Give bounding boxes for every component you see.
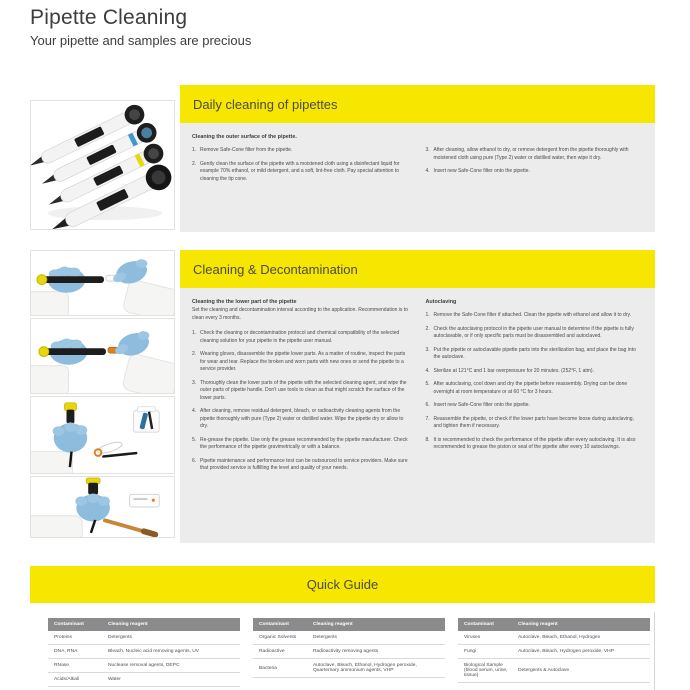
cleaning-decontamination-panel [180, 288, 655, 543]
section-header-cleaning-decontamination [180, 250, 655, 288]
step-number: 2. [192, 160, 197, 167]
step-number: 2. [425, 325, 430, 332]
step-number: 1. [192, 330, 197, 336]
table-row [458, 631, 650, 645]
step-text: It is recommended to check the performance of the pipette after every autoclaving. It is also recommended to grease the piston or seal of the pipette after every 10 autoclavings. [433, 436, 636, 450]
column-header-contaminant: Contaminant [259, 622, 289, 627]
lower-step-3 [192, 380, 410, 403]
reagent-cell: Water [108, 677, 121, 682]
reagent-cell: Autoclave, Bleach, Ethanol, Hydrogen [518, 635, 601, 640]
contaminant-cell: Bacteria [259, 665, 277, 671]
step-number: 7. [425, 415, 430, 422]
contaminant-cell: RNase [54, 663, 69, 668]
step-number: 1. [192, 147, 197, 153]
autoclaving-column [426, 299, 644, 479]
autoclave-step-4 [426, 368, 644, 376]
contaminant-cell: Acids/Alkali [54, 677, 80, 682]
step-text: Thoroughly clean the lower parts of the pipette with the selected cleaning agent, and wipe the outer parts of pipette handle. Don't use tools to clean as that might scratch the surface of the lower parts. [200, 379, 407, 401]
step-number: 3. [425, 346, 430, 353]
section-header-daily-cleaning [180, 85, 655, 123]
autoclave-step-2 [426, 326, 644, 341]
contaminant-cell: DNA, RNA [54, 649, 78, 654]
step-number: 8. [425, 436, 430, 443]
greasing-piston-illustration [31, 477, 174, 537]
step-number: 3. [425, 147, 430, 153]
step-text: Re-grease the pipette. Use only the grease recommended by the pipette manufacturer. Check the performance of the pipette gravimetrically or with a balance. [200, 436, 408, 450]
daily-cleaning-subheading: Cleaning the outer surface of the pipette. [192, 134, 297, 140]
autoclave-step-7 [426, 416, 644, 431]
table-row [48, 645, 240, 659]
contaminant-cell: Biological Sample (blood serum, urine, tissue) [464, 663, 508, 678]
page-title: Pipette Cleaning [30, 6, 188, 29]
table-header-row [458, 618, 650, 631]
daily-step-2 [192, 161, 410, 184]
column-header-cleaning-reagent: Cleaning reagent [518, 622, 558, 627]
step-number: 1. [425, 312, 430, 318]
section-header-quick-guide [30, 566, 655, 603]
step-text: Reassemble the pipette, or check if the lower parts have become loose during autoclaving, and tighten them if necessary. [433, 415, 634, 429]
daily-step-3 [426, 147, 644, 162]
step-text: After autoclaving, cool down and dry the pipette before reassembly. Drying can be done overnight at room temperature or at 60 °C for 3 hours. [433, 381, 628, 395]
step-text: After cleaning, allow ethanol to dry, or remove detergent from the pipette thoroughly with moistened cloth using pure (Type 2) water or distilled water, then wipe it dry. [433, 147, 629, 161]
daily-step-1 [192, 147, 410, 155]
lower-part-subheading: Cleaning the the lower part of the pipette [192, 299, 297, 305]
gloved-hands-removing-safe-cone-filter-photo [30, 250, 175, 316]
step-text: Insert new Safe-Cone filter onto the pipette. [433, 402, 530, 408]
gloved-hands-removing-tip-cone-photo [30, 318, 175, 394]
quick-guide-tables [48, 618, 650, 687]
reagent-cell: Radioactivity removing agents [313, 649, 379, 654]
contaminant-cell: Fungi [464, 649, 477, 654]
daily-steps-left-column [192, 147, 410, 189]
page-subtitle: Your pipette and samples are precious [30, 33, 252, 48]
table-row [48, 673, 240, 687]
quick-guide-table-2 [253, 618, 445, 687]
autoclave-step-6 [426, 402, 644, 410]
daily-cleaning-panel [180, 123, 655, 232]
contaminant-cell: Viruses [464, 635, 481, 640]
reagent-cell: Detergents [313, 635, 337, 640]
lower-step-1 [192, 330, 410, 345]
table-row [458, 645, 650, 659]
step-text: Put the pipette or autoclavable pipette parts into the sterilization bag, and place the bag into the autoclave. [433, 346, 636, 360]
step-text: Wearing gloves, disassemble the pipette lower parts. As a matter of routine, inspect the parts for wear and tear. Replace the broken and worn parts with new ones or send the pipette to a service provider. [200, 351, 406, 372]
lower-part-intro: Set the cleaning and decontamination interval according to the application. Recommendation is to clean every 3 months. [192, 307, 408, 321]
reagent-cell: Detergents & Autoclave [518, 668, 570, 673]
daily-step-4 [426, 168, 644, 176]
autoclave-step-8 [426, 437, 644, 452]
table-header-row [253, 618, 445, 631]
section-header-quick-guide-label: Quick Guide [306, 577, 379, 592]
quick-guide-table-1 [48, 618, 240, 687]
lower-step-6 [192, 458, 410, 473]
table-row [253, 659, 445, 678]
step-number: 3. [192, 379, 197, 386]
step-text: Gently clean the surface of the pipette with a moistened cloth using a disinfectant liquid for example 70% ethanol, or mild detergent, and a soft, lint-free cloth. Pay special attention to cleaning the tip cone. [200, 160, 400, 182]
step-number: 6. [425, 402, 430, 408]
step-number: 6. [192, 457, 197, 464]
hands-tip-cone-illustration [31, 319, 174, 393]
hands-filter-illustration [31, 251, 174, 315]
table-header-row [48, 618, 240, 631]
step-text: After cleaning, remove residual detergent, bleach, or radioactivity cleaning agents from the pipette thoroughly with pure (Type 2) water or distilled water. Wipe the pipette dry or allow to dry. [200, 408, 404, 429]
reagent-cell: Autoclave, Bleach, Ethanol, Hydrogen peroxide, Quarternary ammonium agents, VHP [313, 663, 417, 673]
section-header-cleaning-decontamination-label: Cleaning & Decontamination [193, 261, 358, 277]
daily-steps-right-column [426, 147, 644, 189]
step-number: 4. [425, 168, 430, 174]
step-text: Sterilize at 121°C and 1 bar overpressure for 20 minutes. (252°F, 1 atm). [433, 367, 594, 374]
step-number: 2. [192, 351, 197, 357]
step-text: Remove Safe-Cone filter from the pipette. [200, 147, 293, 153]
reagent-cell: Bleach, Nucleic acid removing agents, UV [108, 649, 200, 654]
autoclave-step-3 [426, 347, 644, 362]
contaminant-cell: Radioactive [259, 649, 285, 654]
step-text: Check the autoclaving protocol in the pipette user manual to determine if the pipette is fully autoclavable, or if only specific parts must be disassembled and autoclaved. [433, 325, 634, 339]
pipette-family-illustration [31, 101, 174, 229]
table-row [48, 659, 240, 673]
lower-part-cleaning-column [192, 299, 410, 479]
step-text: Check the cleaning or decontamination protocol and chemical compatibility of the selected cleaning solution for your pipette in the pipette user manual. [200, 330, 400, 344]
column-header-cleaning-reagent: Cleaning reagent [108, 622, 148, 627]
step-text: Remove the Safe-Cone filter if attached. Clean the pipette with ethanol and allow it to dry. [433, 312, 632, 318]
table-row [48, 631, 240, 645]
step-text: Pipette maintenance and performance test can be outsourced to service providers. Make sure that provided service is fulfilling the level and quality of your needs. [200, 457, 408, 471]
autoclave-step-5 [426, 381, 644, 396]
reagent-cell: Nuclease removal agents, DEPC [108, 663, 180, 668]
autoclave-step-1 [426, 312, 644, 320]
gloved-hand-greasing-pipette-piston-photo [30, 476, 175, 538]
lower-step-4 [192, 408, 410, 431]
reagent-cell: Detergents [108, 635, 132, 640]
contaminant-cell: Organic Solvents [259, 635, 297, 640]
table-row [253, 645, 445, 659]
pipette-family-photo [30, 100, 175, 230]
reagent-cell: Autoclave, Bleach, Hydrogen peroxide, VHP [518, 649, 614, 654]
gloved-hand-with-disassembled-pipette-parts-and-beaker-photo [30, 396, 175, 474]
step-number: 5. [425, 381, 430, 387]
step-number: 4. [425, 367, 430, 374]
column-header-contaminant: Contaminant [54, 622, 84, 627]
quick-guide-table-3 [458, 618, 650, 687]
lower-step-2 [192, 351, 410, 374]
table-row [253, 631, 445, 645]
disassembled-parts-illustration [31, 397, 174, 473]
right-edge-divider [654, 612, 655, 690]
column-header-cleaning-reagent: Cleaning reagent [313, 622, 353, 627]
autoclaving-subheading: Autoclaving [425, 299, 457, 305]
lower-step-5 [192, 437, 410, 452]
step-number: 5. [192, 436, 197, 443]
step-number: 4. [192, 408, 197, 414]
column-header-contaminant: Contaminant [464, 622, 494, 627]
section-header-daily-cleaning-label: Daily cleaning of pipettes [193, 96, 338, 112]
table-row [458, 659, 650, 683]
contaminant-cell: Proteins [54, 635, 72, 640]
step-text: Insert new Safe-Cone filter onto the pipette. [433, 168, 530, 174]
